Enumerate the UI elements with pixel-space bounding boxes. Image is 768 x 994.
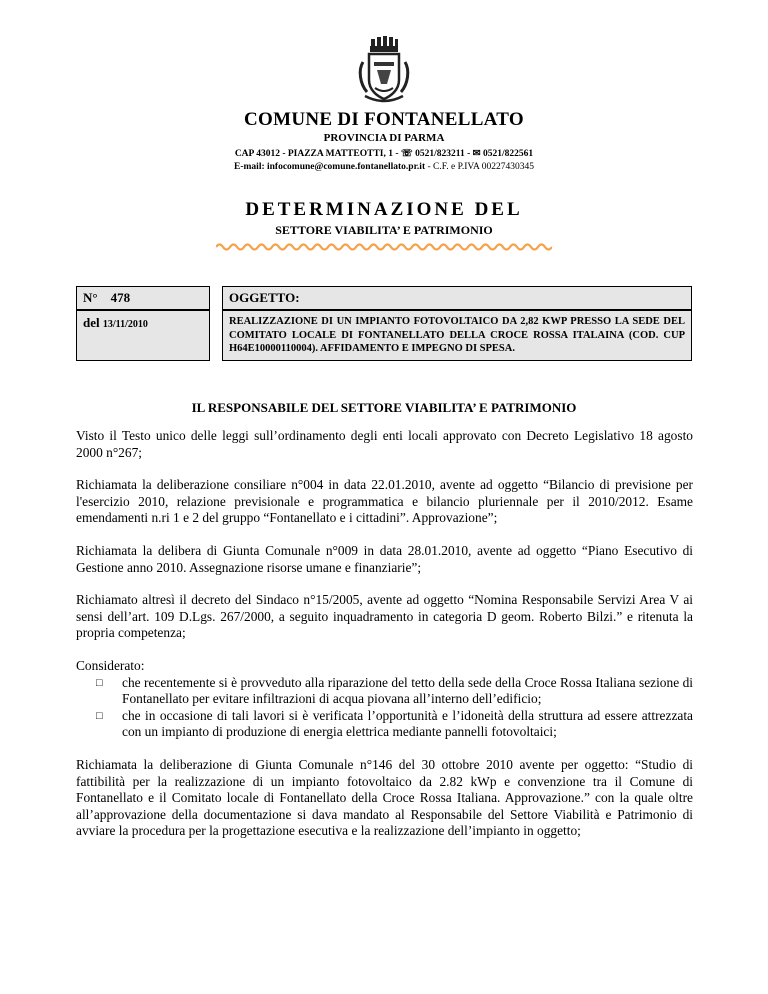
oggetto-label-cell [222, 286, 692, 310]
paragraph: Richiamata la deliberazione consiliare n°004 in data 22.01.2010, avente ad oggetto “Bilancio di previsione per l'esercizio 2010, relazione previsionale e programmatica e bilancio pluriennale per il 2010/2012. Esame emendamenti n.ri 1 e 2 del gruppo “Fontanellato e i cittadini”. Approvazione”; [76, 477, 693, 526]
oggetto-text: REALIZZAZIONE DI UN IMPIANTO FOTOVOLTAICO DA 2,82 KWP PRESSO LA SEDE DEL COMITATO LOCALE DI FONTANELLATO DELLA CROCE ROSSA ITALAINA (COD. CUP H64E10000110004). AFFIDAMENTO E IMPEGNO DI SPESA. [222, 310, 692, 361]
list-item-text: che recentemente si è provveduto alla riparazione del tetto della sede della Croce Rossa Italiana sezione di Fontanellato per evitare infiltrazioni di acqua piovana all’interno dell’edificio; [122, 674, 693, 707]
determination-date: 13/11/2010 [102, 319, 148, 330]
date-cell [76, 310, 210, 361]
determination-number: 478 [110, 290, 131, 305]
email-address: E-mail: infocomune@comune.fontanellato.pr.it [234, 162, 426, 172]
considerato-list [76, 675, 693, 741]
sector-name: SETTORE VIABILITA’ E PATRIMONIO [275, 223, 493, 237]
number-cell [76, 286, 210, 310]
number-label: N° [83, 290, 98, 305]
determination-info-box [76, 286, 692, 361]
considerato-label: Considerato: [76, 657, 145, 673]
municipality-name: COMUNE DI FONTANELLATO [243, 109, 524, 130]
checkbox-bullet-icon: □ [96, 709, 103, 722]
paragraph: Visto il Testo unico delle leggi sull’ordinamento degli enti locali approvato con Decreto Legislativo 18 agosto 2000 n°267; [76, 428, 693, 460]
list-item [76, 708, 693, 741]
document-title: DETERMINAZIONE DEL [245, 199, 523, 220]
letterhead [0, 36, 768, 173]
responsabile-heading: IL RESPONSABILE DEL SETTORE VIABILITA’ E PATRIMONIO [191, 400, 577, 415]
municipal-crest-icon [357, 36, 411, 104]
email-and-tax-line [0, 161, 768, 173]
checkbox-bullet-icon: □ [96, 676, 103, 689]
province-name: PROVINCIA DI PARMA [323, 132, 445, 144]
contact-details: CAP 43012 - PIAZZA MATTEOTTI, 1 - ☏ 0521/823211 - ✉ 0521/822561 [234, 149, 534, 159]
decorative-wave-divider [216, 241, 552, 253]
oggetto-label: OGGETTO: [229, 290, 300, 305]
list-item [76, 675, 693, 708]
date-label: del [83, 315, 100, 330]
tax-code: - C.F. e P.IVA 00227430345 [425, 162, 534, 172]
document-body [76, 428, 693, 856]
paragraph: Richiamato altresì il decreto del Sindaco n°15/2005, avente ad oggetto “Nomina Responsabile Servizi Area V ai sensi dell’art. 109 D.Lgs. 267/2000, a seguito inquadramento in categoria D geom. Roberto Bilzi.” e ritenuta la propria competenza; [76, 592, 693, 641]
paragraph: Richiamata la deliberazione di Giunta Comunale n°146 del 30 ottobre 2010 avente per oggetto: “Studio di fattibilità per la realizzazione di un impianto fotovoltaico da 2.82 kWp e convenzione tra il Comune di Fontanellato e il Comitato locale di Fontanellato della Croce Rossa Italiana. Approvazione.” con la quale oltre all’approvazione della documentazione si dava mandato al Responsabile del Settore Viabilità e Patrimonio di avviare la procedura per la progettazione esecutiva e la realizzazione dell’impianto in oggetto; [76, 756, 693, 839]
paragraph: Richiamata la delibera di Giunta Comunale n°009 in data 28.01.2010, avente ad oggetto “Piano Esecutivo di Gestione anno 2010. Assegnazione risorse umane e finanziarie”; [76, 542, 693, 575]
list-item-text: che in occasione di tali lavori si è verificata l’opportunità e l’idoneità della struttura ad essere attrezzata con un impianto di produzione di energia elettrica mediante pannelli fotovoltaici; [122, 707, 693, 740]
